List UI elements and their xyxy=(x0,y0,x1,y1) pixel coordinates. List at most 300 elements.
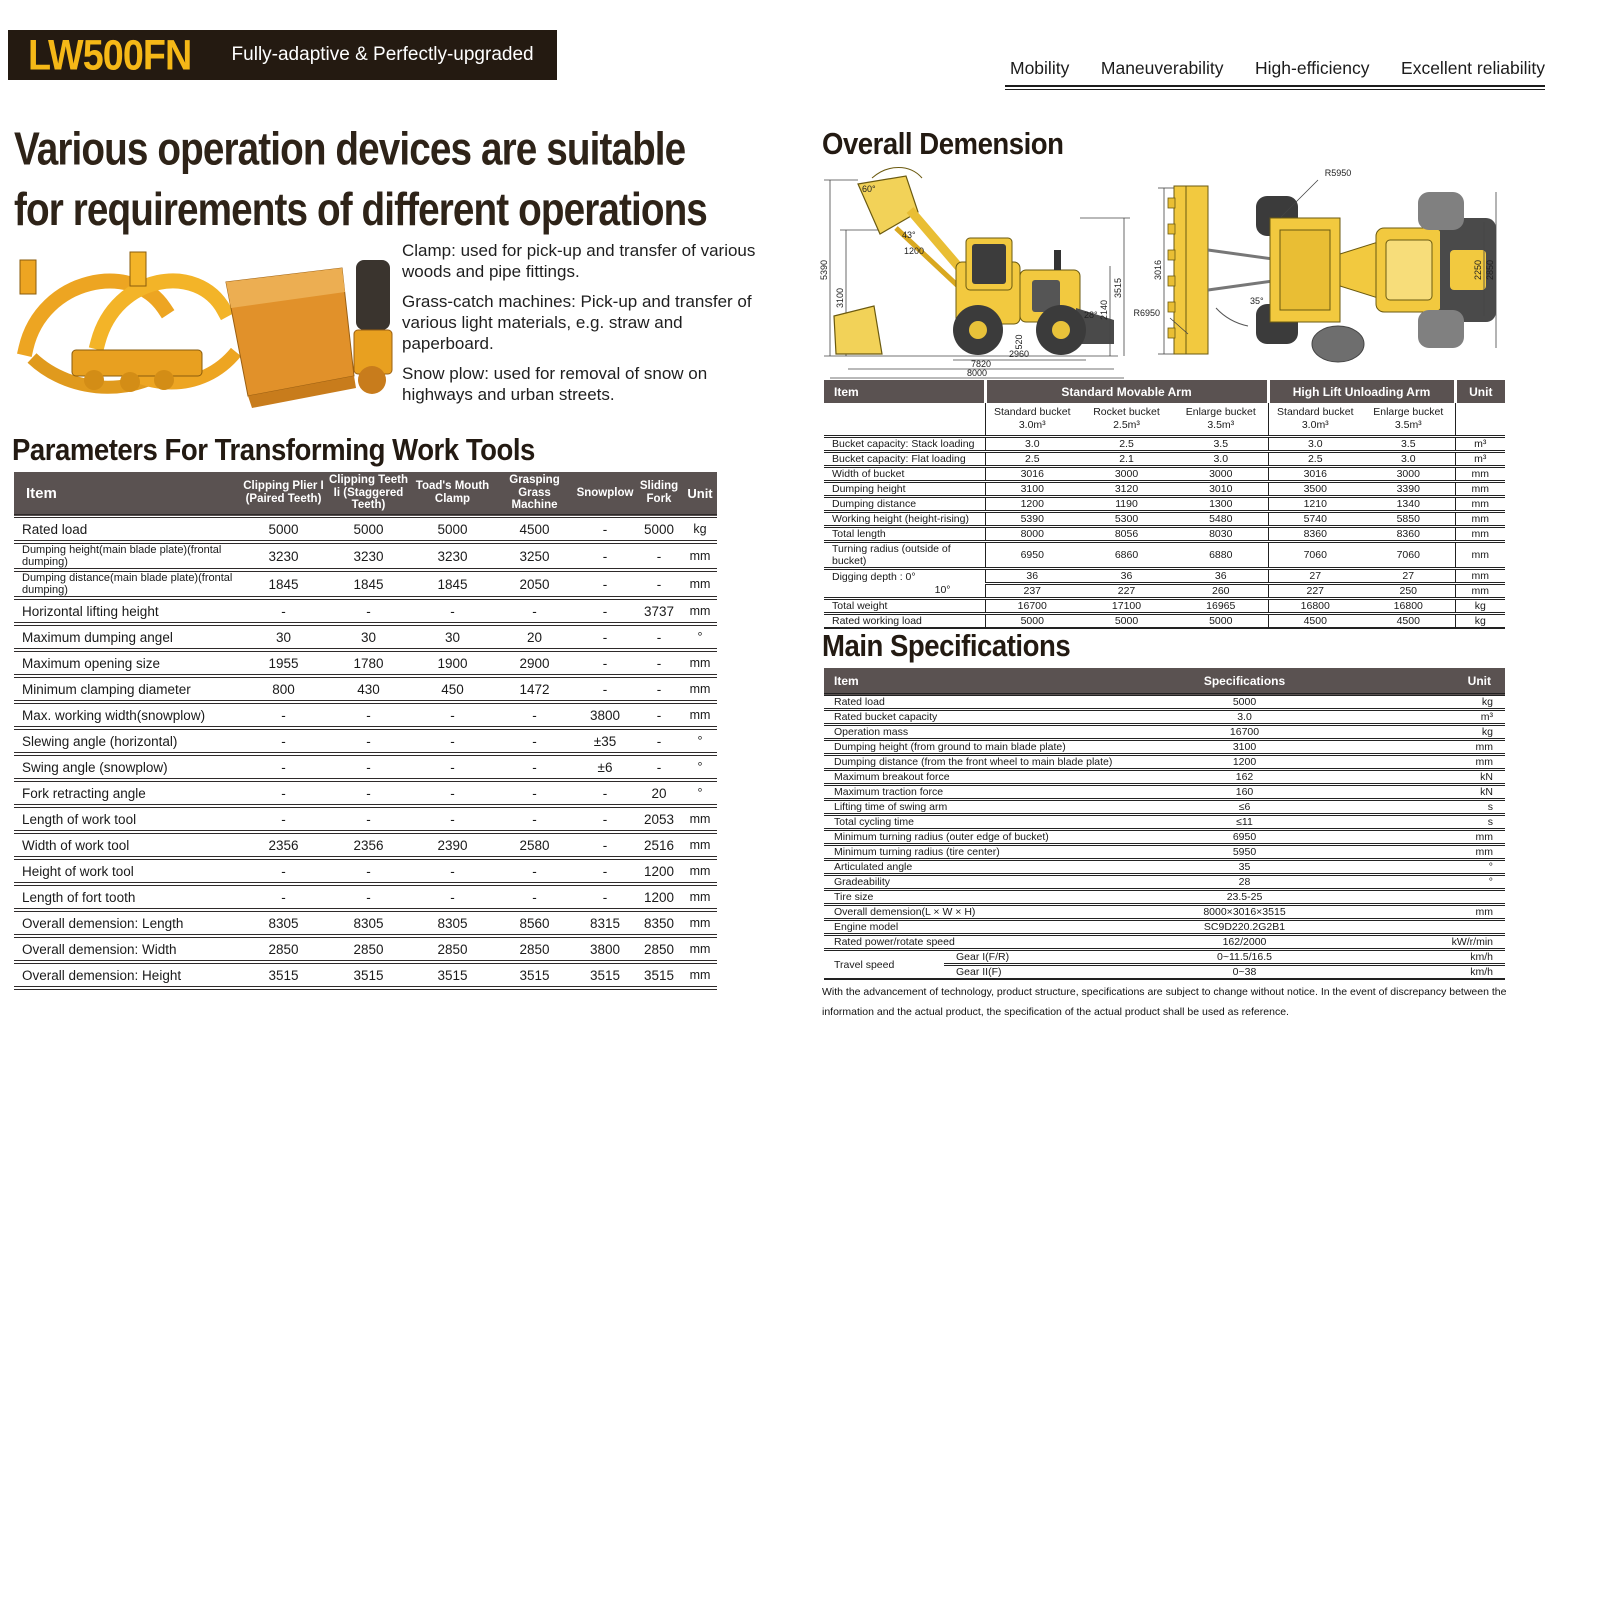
wt-row-unit: mm xyxy=(683,884,717,910)
table-row xyxy=(14,650,717,676)
wt-row-value: 20 xyxy=(494,624,575,650)
od-body xyxy=(824,437,1505,629)
od-row-value: 27 xyxy=(1362,569,1455,584)
wt-row-value: 2580 xyxy=(494,832,575,858)
table-row xyxy=(14,570,717,598)
overall-dimension-title: Overall Demension xyxy=(822,128,1064,162)
table-row xyxy=(14,910,717,936)
wt-row-value: - xyxy=(241,702,326,728)
od-sub-column xyxy=(985,403,1079,437)
table-row xyxy=(14,936,717,962)
wt-row-value: 2356 xyxy=(326,832,411,858)
od-item-header: Item xyxy=(824,380,985,403)
wt-row-unit: mm xyxy=(683,910,717,936)
table-row xyxy=(824,950,1505,965)
dimension-label: 2850 xyxy=(1485,259,1495,281)
wt-row-unit: mm xyxy=(683,806,717,832)
od-row-item: Rated working load xyxy=(824,614,985,629)
od-row-unit: kg xyxy=(1455,599,1505,614)
ms-row-spec: 35 xyxy=(1119,860,1370,875)
wt-row-value: 5000 xyxy=(411,516,494,542)
ms-row-spec: 16700 xyxy=(1119,725,1370,740)
wt-row-unit: mm xyxy=(683,702,717,728)
wt-row-value: 430 xyxy=(326,676,411,702)
table-row xyxy=(14,806,717,832)
table-row xyxy=(824,830,1505,845)
ms-gear-unit: km/h xyxy=(1370,950,1505,965)
feature-rule xyxy=(1005,85,1545,87)
dimension-label: 5390 xyxy=(819,259,829,281)
od-row-value: 16800 xyxy=(1268,599,1362,614)
od-row-item: 10° xyxy=(934,584,951,597)
table-row xyxy=(824,740,1505,755)
wt-row-value: - xyxy=(575,516,635,542)
wt-row-value: 20 xyxy=(635,780,683,806)
table-row xyxy=(824,497,1505,512)
wt-row-value: 2390 xyxy=(411,832,494,858)
wt-row-value: 2900 xyxy=(494,650,575,676)
od-row-value: 3500 xyxy=(1268,482,1362,497)
table-row xyxy=(824,614,1505,629)
wt-row-value: - xyxy=(635,728,683,754)
wt-row-item: Swing angle (snowplow) xyxy=(14,754,241,780)
od-row-value: 8000 xyxy=(985,527,1079,542)
ms-row-unit: kg xyxy=(1370,725,1505,740)
od-row-value: 6950 xyxy=(985,542,1079,569)
od-sub-volume: 2.5m³ xyxy=(1113,419,1140,431)
od-row-value: 3016 xyxy=(985,467,1079,482)
wt-row-unit: ° xyxy=(683,624,717,650)
od-row-value: 2.5 xyxy=(1079,437,1174,452)
wt-row-value: - xyxy=(635,754,683,780)
wt-header-row xyxy=(14,472,717,516)
table-row xyxy=(14,962,717,988)
ms-gear-name: Gear II(F) xyxy=(944,965,1119,980)
ms-row-item: Operation mass xyxy=(824,725,1119,740)
wt-row-value: - xyxy=(326,754,411,780)
wt-row-value: - xyxy=(575,624,635,650)
table-row xyxy=(14,598,717,624)
wt-row-value: 2516 xyxy=(635,832,683,858)
wt-row-unit: mm xyxy=(683,832,717,858)
wt-row-unit: ° xyxy=(683,728,717,754)
od-row-value: 1300 xyxy=(1174,497,1268,512)
wt-row-value: 3515 xyxy=(635,962,683,988)
ms-row-item: Tire size xyxy=(824,890,1119,905)
od-sub-volume: 3.0m³ xyxy=(1301,419,1329,431)
wt-row-item: Dumping height(main blade plate)(frontal dumping) xyxy=(14,542,241,570)
od-row-value: 3120 xyxy=(1079,482,1174,497)
od-row-item: Turning radius (outside of bucket) xyxy=(824,542,985,569)
wt-row-value: - xyxy=(494,806,575,832)
wt-row-value: 3250 xyxy=(494,542,575,570)
wt-row-value: - xyxy=(575,780,635,806)
dimension-label: 35° xyxy=(1250,296,1264,306)
attachment-description: Snow plow: used for removal of snow on highways and urban streets. xyxy=(402,364,708,405)
od-sub-name: Standard bucket xyxy=(1277,405,1354,418)
table-row xyxy=(14,624,717,650)
ms-row-unit: kN xyxy=(1370,785,1505,800)
wt-body xyxy=(14,516,717,988)
ms-row-unit: mm xyxy=(1370,740,1505,755)
wt-row-value: - xyxy=(241,858,326,884)
wt-row-value: 3515 xyxy=(575,962,635,988)
wt-row-value: 2850 xyxy=(411,936,494,962)
wt-row-item: Length of work tool xyxy=(14,806,241,832)
od-row-value: 3000 xyxy=(1362,467,1455,482)
od-row-unit: mm xyxy=(1455,467,1505,482)
wt-row-value: - xyxy=(494,754,575,780)
dimension-diagram xyxy=(818,158,1510,387)
od-row-value: 2.1 xyxy=(1079,452,1174,467)
table-row xyxy=(824,905,1505,920)
dimension-label: 43° xyxy=(902,230,916,240)
dimension-label: 3016 xyxy=(1153,259,1163,281)
work-tools-table xyxy=(14,472,717,990)
table-row xyxy=(824,542,1505,569)
wt-row-value: 30 xyxy=(241,624,326,650)
wt-row-value: - xyxy=(575,598,635,624)
table-row xyxy=(824,785,1505,800)
main-specs-table xyxy=(824,668,1505,980)
od-row-unit: kg xyxy=(1455,614,1505,629)
wt-unit-header: Unit xyxy=(683,472,717,516)
ms-row-spec: 1200 xyxy=(1119,755,1370,770)
od-row-value: 3016 xyxy=(1268,467,1362,482)
ms-row-spec: 28 xyxy=(1119,875,1370,890)
wt-row-value: 2053 xyxy=(635,806,683,832)
ms-row-unit xyxy=(1370,920,1505,935)
ms-row-unit: kg xyxy=(1370,695,1505,710)
table-row xyxy=(824,815,1505,830)
od-row-value: 3100 xyxy=(985,482,1079,497)
od-row-value: 2.5 xyxy=(985,452,1079,467)
dimension-label: 3515 xyxy=(1113,277,1123,299)
dimension-label: 1200 xyxy=(903,246,925,256)
od-sub-column xyxy=(1174,403,1268,437)
ms-row-item: Maximum traction force xyxy=(824,785,1119,800)
wt-row-value: 4500 xyxy=(494,516,575,542)
od-row-value: 3000 xyxy=(1174,467,1268,482)
ms-row-spec: 160 xyxy=(1119,785,1370,800)
table-row xyxy=(14,780,717,806)
wt-row-unit: mm xyxy=(683,936,717,962)
wt-row-value: 8315 xyxy=(575,910,635,936)
wt-row-value: - xyxy=(241,598,326,624)
wt-row-item: Dumping distance(main blade plate)(frontal dumping) xyxy=(14,570,241,598)
wt-row-value: 3515 xyxy=(241,962,326,988)
od-row-value: 3010 xyxy=(1174,482,1268,497)
wt-row-value: - xyxy=(326,858,411,884)
wt-row-item: Maximum dumping angel xyxy=(14,624,241,650)
wt-row-unit: mm xyxy=(683,650,717,676)
od-sub-column xyxy=(1268,403,1362,437)
wt-row-value: - xyxy=(326,702,411,728)
dimension-label: 8000 xyxy=(966,368,988,378)
wt-row-value: - xyxy=(494,884,575,910)
od-sub-volume: 3.0m³ xyxy=(1018,419,1046,431)
wt-row-unit: mm xyxy=(683,676,717,702)
ms-unit-header: Unit xyxy=(1370,668,1505,695)
wt-row-value: - xyxy=(575,650,635,676)
od-row-value: 8056 xyxy=(1079,527,1174,542)
ms-body xyxy=(824,695,1505,980)
wt-row-value: 800 xyxy=(241,676,326,702)
overall-dimension-table xyxy=(824,380,1505,629)
table-row xyxy=(14,702,717,728)
wt-row-value: 3737 xyxy=(635,598,683,624)
od-row-value: 227 xyxy=(1268,584,1362,599)
ms-row-unit: mm xyxy=(1370,905,1505,920)
attachment-description: Grass-catch machines: Pick-up and transfer of various light materials, e.g. straw and paperboard. xyxy=(402,292,752,354)
wt-row-unit: ° xyxy=(683,780,717,806)
ms-row-unit: mm xyxy=(1370,830,1505,845)
table-row xyxy=(824,584,1505,599)
wt-row-value: - xyxy=(241,806,326,832)
od-row-value: 5740 xyxy=(1268,512,1362,527)
od-row-unit: mm xyxy=(1455,584,1505,599)
wt-row-value: 8305 xyxy=(241,910,326,936)
table-row xyxy=(14,858,717,884)
model-banner xyxy=(8,30,557,80)
wt-row-value: - xyxy=(241,780,326,806)
ms-row-item: Overall demension(L × W × H) xyxy=(824,905,1119,920)
wt-row-value: - xyxy=(241,884,326,910)
od-row-value: 36 xyxy=(1174,569,1268,584)
od-row-item: Width of bucket xyxy=(824,467,985,482)
ms-spec-header: Specifications xyxy=(1119,668,1370,695)
od-row-unit: m³ xyxy=(1455,437,1505,452)
wt-column-header: Grasping Grass Machine xyxy=(494,472,575,516)
wt-row-value: 450 xyxy=(411,676,494,702)
wt-row-value: - xyxy=(411,728,494,754)
wt-row-value: 2356 xyxy=(241,832,326,858)
table-row xyxy=(824,770,1505,785)
page-title-line2: for requirements of different operations xyxy=(14,183,707,236)
wt-row-value: 8560 xyxy=(494,910,575,936)
attachment-images xyxy=(12,230,394,423)
od-sub-volume: 3.5m³ xyxy=(1394,419,1422,431)
od-row-value: 6860 xyxy=(1079,542,1174,569)
dimension-label: 2250 xyxy=(1473,259,1483,281)
feature-list xyxy=(1010,58,1545,79)
wt-row-value: 2050 xyxy=(494,570,575,598)
table-row xyxy=(14,676,717,702)
wt-row-item: Overall demension: Width xyxy=(14,936,241,962)
ms-row-spec: 3.0 xyxy=(1119,710,1370,725)
wt-row-value: - xyxy=(635,570,683,598)
od-unit-header: Unit xyxy=(1455,380,1505,403)
od-row-unit: mm xyxy=(1455,569,1505,584)
od-row-value: 3.0 xyxy=(1174,452,1268,467)
table-row xyxy=(824,599,1505,614)
wt-row-value: - xyxy=(326,728,411,754)
wt-row-value: - xyxy=(575,884,635,910)
od-row-value: 260 xyxy=(1174,584,1268,599)
wt-row-unit: mm xyxy=(683,858,717,884)
ms-row-spec: 162 xyxy=(1119,770,1370,785)
wt-row-value: - xyxy=(241,728,326,754)
dimension-label: 2960 xyxy=(1008,349,1030,359)
od-sub-volume: 3.5m³ xyxy=(1207,419,1235,431)
wt-row-value: ±6 xyxy=(575,754,635,780)
wt-column-header: Clipping Teeth Ii (Staggered Teeth) xyxy=(326,472,411,516)
od-row-value: 3000 xyxy=(1079,467,1174,482)
wt-row-value: 1472 xyxy=(494,676,575,702)
wt-row-value: - xyxy=(494,858,575,884)
wt-row-value: - xyxy=(326,806,411,832)
od-row-item: Digging depth : 0° xyxy=(824,569,985,584)
wt-row-value: - xyxy=(326,598,411,624)
wt-row-value: - xyxy=(635,702,683,728)
od-row-value: 5390 xyxy=(985,512,1079,527)
ms-row-item: Gradeability xyxy=(824,875,1119,890)
wt-row-value: - xyxy=(241,754,326,780)
od-sub-name: Enlarge bucket xyxy=(1373,405,1444,418)
od-row-unit: mm xyxy=(1455,497,1505,512)
wt-row-item: Overall demension: Length xyxy=(14,910,241,936)
od-row-value: 5850 xyxy=(1362,512,1455,527)
ms-gear-value: 0~11.5/16.5 xyxy=(1119,950,1370,965)
od-row-value: 8360 xyxy=(1268,527,1362,542)
ms-row-unit xyxy=(1370,890,1505,905)
od-row-value: 6880 xyxy=(1174,542,1268,569)
ms-row-item: Dumping distance (from the front wheel to main blade plate) xyxy=(824,755,1119,770)
od-row-value: 17100 xyxy=(1079,599,1174,614)
od-row-value: 5000 xyxy=(985,614,1079,629)
wt-row-value: 3800 xyxy=(575,936,635,962)
ms-item-header: Item xyxy=(824,668,1119,695)
ms-row-unit: mm xyxy=(1370,755,1505,770)
ms-row-spec: 5950 xyxy=(1119,845,1370,860)
loader-top-view-diagram xyxy=(1133,168,1496,362)
dimension-label: 3100 xyxy=(835,287,845,309)
ms-row-spec: ≤6 xyxy=(1119,800,1370,815)
ms-row-item: Engine model xyxy=(824,920,1119,935)
wt-row-value: - xyxy=(494,598,575,624)
ms-row-unit: kN xyxy=(1370,770,1505,785)
work-tools-title: Parameters For Transforming Work Tools xyxy=(12,434,535,468)
log-clamp-image xyxy=(20,252,236,392)
wt-row-item: Fork retracting angle xyxy=(14,780,241,806)
wt-row-value: - xyxy=(326,884,411,910)
wt-row-value: - xyxy=(575,832,635,858)
od-row-value: 16965 xyxy=(1174,599,1268,614)
ms-row-item: Rated bucket capacity xyxy=(824,710,1119,725)
ms-gear-unit: km/h xyxy=(1370,965,1505,980)
wt-row-unit: mm xyxy=(683,598,717,624)
wt-row-value: - xyxy=(411,858,494,884)
od-row-value: 1200 xyxy=(985,497,1079,512)
table-row xyxy=(824,512,1505,527)
od-row-unit: mm xyxy=(1455,482,1505,497)
table-row xyxy=(14,728,717,754)
od-row-unit: mm xyxy=(1455,512,1505,527)
disclaimer-text: With the advancement of technology, product structure, specifications are subject to change without notice. In the event of discrepancy between the information and the actual product, the specification of the actual product shall be used as reference. xyxy=(822,986,1507,1019)
table-row xyxy=(824,437,1505,452)
dimension-label: 7820 xyxy=(970,359,992,369)
table-row xyxy=(824,935,1505,950)
od-row-item: Total weight xyxy=(824,599,985,614)
od-row-item: Working height (height-rising) xyxy=(824,512,985,527)
page-title xyxy=(14,120,707,241)
od-row-value: 1210 xyxy=(1268,497,1362,512)
wt-row-unit: mm xyxy=(683,570,717,598)
ms-row-item: Maximum breakout force xyxy=(824,770,1119,785)
wt-row-item: Max. working width(snowplow) xyxy=(14,702,241,728)
od-row-value: 16700 xyxy=(985,599,1079,614)
dimension-label: R6950 xyxy=(1133,308,1160,318)
od-row-value: 16800 xyxy=(1362,599,1455,614)
loader-side-view-diagram xyxy=(819,168,1130,379)
ms-header-row xyxy=(824,668,1505,695)
wt-row-value: 1780 xyxy=(326,650,411,676)
wt-row-value: 2850 xyxy=(494,936,575,962)
table-row xyxy=(824,467,1505,482)
snow-plow-image xyxy=(226,260,392,408)
ms-row-spec: 5000 xyxy=(1119,695,1370,710)
od-subheader-row xyxy=(824,403,1505,437)
wt-row-item: Horizontal lifting height xyxy=(14,598,241,624)
wt-row-value: - xyxy=(575,676,635,702)
table-row xyxy=(824,710,1505,725)
wt-row-value: 30 xyxy=(326,624,411,650)
wt-row-value: 1845 xyxy=(326,570,411,598)
dimension-label: 28° xyxy=(1084,310,1098,320)
wt-row-value: - xyxy=(635,542,683,570)
od-group2-header: High Lift Unloading Arm xyxy=(1268,380,1455,403)
wt-row-value: 30 xyxy=(411,624,494,650)
ms-row-unit: ° xyxy=(1370,860,1505,875)
od-row-value: 3.5 xyxy=(1362,437,1455,452)
table-row xyxy=(824,890,1505,905)
ms-row-spec: 3100 xyxy=(1119,740,1370,755)
table-row xyxy=(824,800,1505,815)
wt-column-header: Sliding Fork xyxy=(635,472,683,516)
ms-travel-speed-label: Travel speed xyxy=(824,950,944,980)
wt-row-item: Height of work tool xyxy=(14,858,241,884)
wt-row-value: 1845 xyxy=(411,570,494,598)
table-row xyxy=(824,569,1505,584)
wt-row-value: - xyxy=(411,702,494,728)
wt-row-value: 3800 xyxy=(575,702,635,728)
feature-rule-thin xyxy=(1005,89,1545,90)
od-sub-column xyxy=(1079,403,1174,437)
table-row xyxy=(824,482,1505,497)
wt-row-value: - xyxy=(575,542,635,570)
od-row-value: 4500 xyxy=(1362,614,1455,629)
dimension-label: R5950 xyxy=(1324,168,1352,178)
od-row-item: Dumping height xyxy=(824,482,985,497)
wt-row-value: - xyxy=(635,650,683,676)
od-sub-column xyxy=(1362,403,1455,437)
wt-row-value: 5000 xyxy=(635,516,683,542)
wt-row-value: 1200 xyxy=(635,858,683,884)
od-row-value: 5300 xyxy=(1079,512,1174,527)
ms-row-spec: SC9D220.2G2B1 xyxy=(1119,920,1370,935)
banner-tagline: Fully-adaptive & Perfectly-upgraded xyxy=(231,44,534,65)
od-row-value: 3.5 xyxy=(1174,437,1268,452)
ms-gear-value: 0~38 xyxy=(1119,965,1370,980)
feature-item: Excellent reliability xyxy=(1401,58,1545,78)
od-row-value: 237 xyxy=(985,584,1079,599)
wt-row-value: - xyxy=(411,598,494,624)
ms-row-spec: 6950 xyxy=(1119,830,1370,845)
od-row-value: 27 xyxy=(1268,569,1362,584)
ms-row-unit: ° xyxy=(1370,875,1505,890)
wt-row-value: 2850 xyxy=(635,936,683,962)
wt-row-value: 5000 xyxy=(241,516,326,542)
